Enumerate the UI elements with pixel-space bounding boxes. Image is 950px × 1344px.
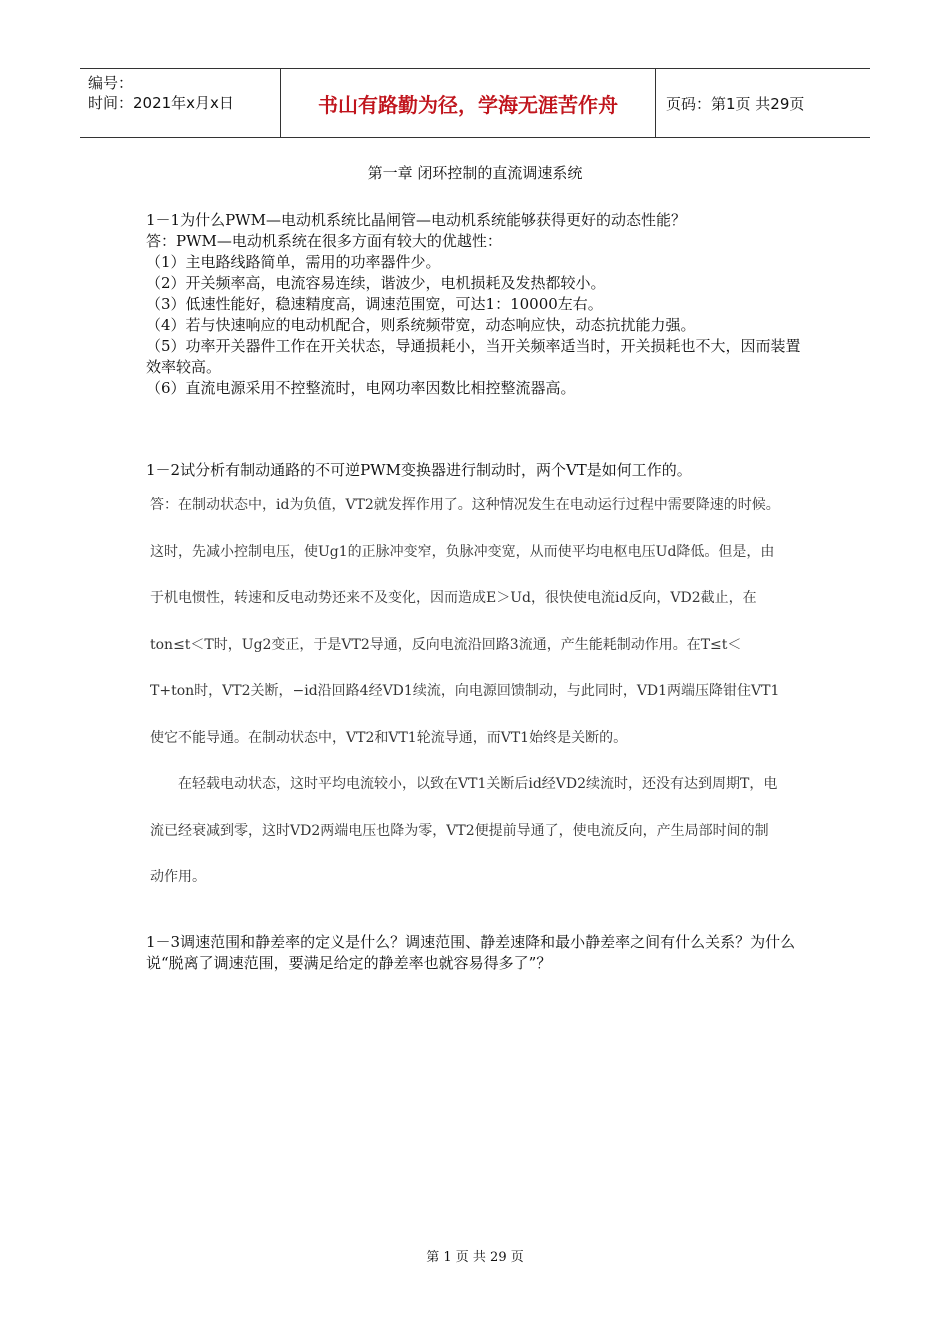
doc-time: 时间：2021年x月x日 — [88, 94, 234, 112]
answer-2-paragraph-2: 在轻载电动状态，这时平均电流较小，以致在VT1关断后id经VD2续流时，还没有达到周期T，电流已经衰减到零，这时VD2两端电压也降为零，VT2便提前导通了，使电流反向，产生局部时间的制动作用。 — [150, 776, 778, 885]
answer-1-point: （4）若与快速响应的电动机配合，则系统频带宽，动态响应快，动态抗扰能力强。 — [146, 316, 696, 334]
answer-2 — [150, 482, 780, 901]
answer-1-point: （6）直流电源采用不控整流时，电网功率因数比相控整流器高。 — [146, 379, 576, 397]
question-1-section — [146, 210, 812, 399]
page-footer: 第 1 页 共 29 页 — [426, 1250, 524, 1265]
question-1: 1－1为什么PWM—电动机系统比晶闸管—电动机系统能够获得更好的动态性能？ — [146, 211, 686, 229]
answer-1-intro: 答：PWM—电动机系统在很多方面有较大的优越性： — [146, 232, 502, 250]
question-2-section — [146, 460, 812, 481]
answer-2-paragraph-1: 答：在制动状态中，id为负值，VT2就发挥作用了。这种情况发生在电动运行过程中需要降速的时候。这时，先减小控制电压，使Ug1的正脉冲变窄，负脉冲变宽，从而使平均电枢电压Ud降低。但是，由于机电惯性，转速和反电动势还来不及变化，因而造成E＞Ud，很快使电流id反向，VD2截止，在ton≤t＜T时，Ug2变正，于是VT2导通，反向电流沿回路3流通，产生能耗制动作用。在T≤t＜T+ton时，VT2关断，−id沿回路4经VD1续流，向电源回馈制动，与此同时，VD1两端压降钳住VT1使它不能导通。在制动状态中，VT2和VT1轮流导通，而VT1始终是关断的。 — [150, 497, 780, 746]
header-page: 页码：第1页 共29页 — [666, 94, 805, 113]
question-3: 1－3调速范围和静差率的定义是什么？调速范围、静差速降和最小静差率之间有什么关系？为什么说“脱离了调速范围，要满足给定的静差率也就容易得多了”？ — [146, 933, 796, 972]
header-motto: 书山有路勤为径，学海无涯苦作舟 — [280, 69, 656, 137]
chapter-title: 第一章 闭环控制的直流调速系统 — [367, 164, 583, 182]
question-2: 1－2试分析有制动通路的不可逆PWM变换器进行制动时，两个VT是如何工作的。 — [146, 461, 692, 479]
answer-1-point: （2）开关频率高，电流容易连续，谐波少，电机损耗及发热都较小。 — [146, 274, 606, 292]
answer-1-point: （1）主电路线路简单，需用的功率器件少。 — [146, 253, 441, 271]
answer-1-point: （3）低速性能好，稳速精度高，调速范围宽，可达1：10000左右。 — [146, 295, 603, 313]
header-meta — [80, 69, 280, 137]
answer-1-point: （5）功率开关器件工作在开关状态，导通损耗小，当开关频率适当时，开关损耗也不大，因而装置效率较高。 — [146, 337, 801, 376]
page-header — [80, 68, 870, 138]
question-3-section — [146, 932, 812, 974]
doc-number: 编号： — [88, 74, 134, 92]
